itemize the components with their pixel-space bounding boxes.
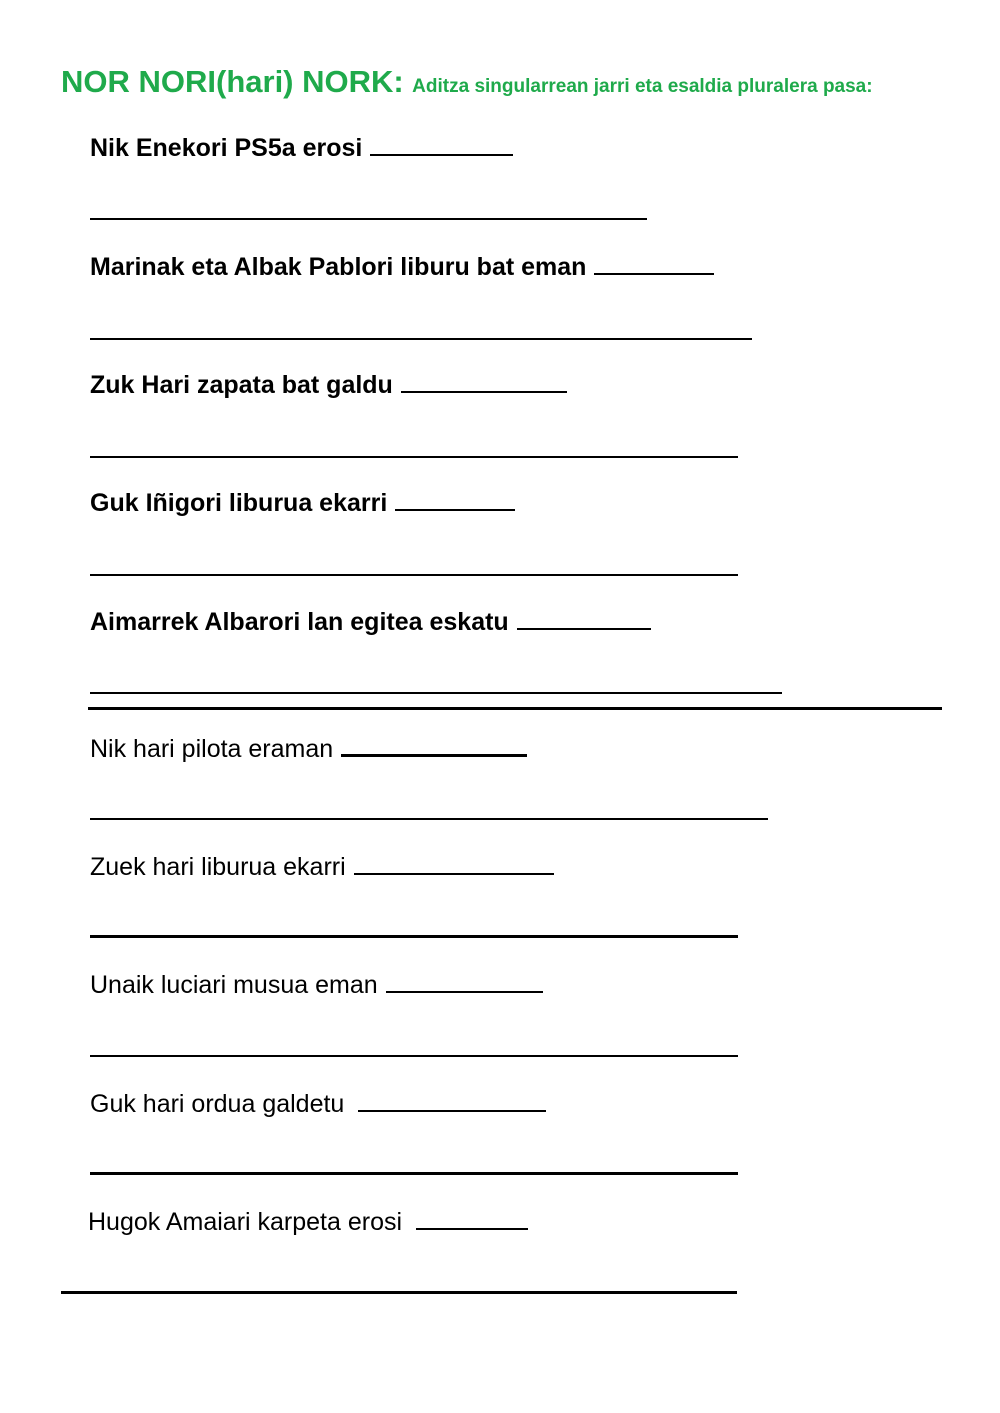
exercise-4 — [90, 487, 515, 518]
answer-line[interactable] — [90, 692, 782, 694]
verb-blank[interactable] — [358, 1088, 546, 1112]
verb-blank[interactable] — [341, 732, 527, 757]
exercise-sentence: Hugok Amaiari karpeta erosi — [88, 1208, 403, 1236]
exercise-8 — [90, 969, 543, 1000]
exercise-sentence: Nik hari pilota eraman — [90, 735, 334, 763]
exercise-10 — [88, 1206, 528, 1237]
verb-blank[interactable] — [370, 132, 513, 156]
answer-line[interactable] — [90, 1055, 738, 1057]
answer-line[interactable] — [90, 935, 738, 938]
exercise-sentence: Marinak eta Albak Pablori liburu bat eman — [90, 253, 587, 281]
exercise-sentence: Guk hari ordua galdetu — [90, 1090, 345, 1118]
verb-blank[interactable] — [517, 606, 651, 630]
exercise-sentence: Unaik luciari musua eman — [90, 971, 378, 999]
title-instruction: Aditza singularrean jarri eta esaldia pluralera pasa: — [412, 76, 873, 97]
section-divider — [88, 707, 942, 710]
exercise-9 — [90, 1088, 546, 1119]
exercise-6 — [90, 732, 527, 764]
verb-blank[interactable] — [395, 487, 515, 511]
answer-line[interactable] — [90, 218, 647, 220]
exercise-sentence: Zuek hari liburua ekarri — [90, 853, 346, 881]
exercise-sentence: Guk Iñigori liburua ekarri — [90, 489, 388, 517]
worksheet-title — [61, 64, 873, 100]
answer-line[interactable] — [90, 456, 738, 458]
verb-blank[interactable] — [386, 969, 543, 993]
exercise-5 — [90, 606, 651, 637]
exercise-sentence: Aimarrek Albarori lan egitea eskatu — [90, 608, 509, 636]
verb-blank[interactable] — [416, 1206, 528, 1230]
verb-blank[interactable] — [401, 369, 567, 393]
answer-line[interactable] — [90, 818, 768, 820]
exercise-1 — [90, 132, 513, 163]
answer-line[interactable] — [90, 574, 738, 576]
verb-blank[interactable] — [594, 251, 714, 275]
exercise-2 — [90, 251, 714, 282]
exercise-sentence: Nik Enekori PS5a erosi — [90, 134, 363, 162]
exercise-3 — [90, 369, 567, 400]
exercise-7 — [90, 851, 554, 882]
exercise-sentence: Zuk Hari zapata bat galdu — [90, 371, 393, 399]
answer-line[interactable] — [61, 1291, 737, 1294]
answer-line[interactable] — [90, 1172, 738, 1175]
verb-blank[interactable] — [354, 851, 554, 875]
title-heading: NOR NORI(hari) NORK: — [61, 64, 404, 99]
answer-line[interactable] — [90, 338, 752, 340]
